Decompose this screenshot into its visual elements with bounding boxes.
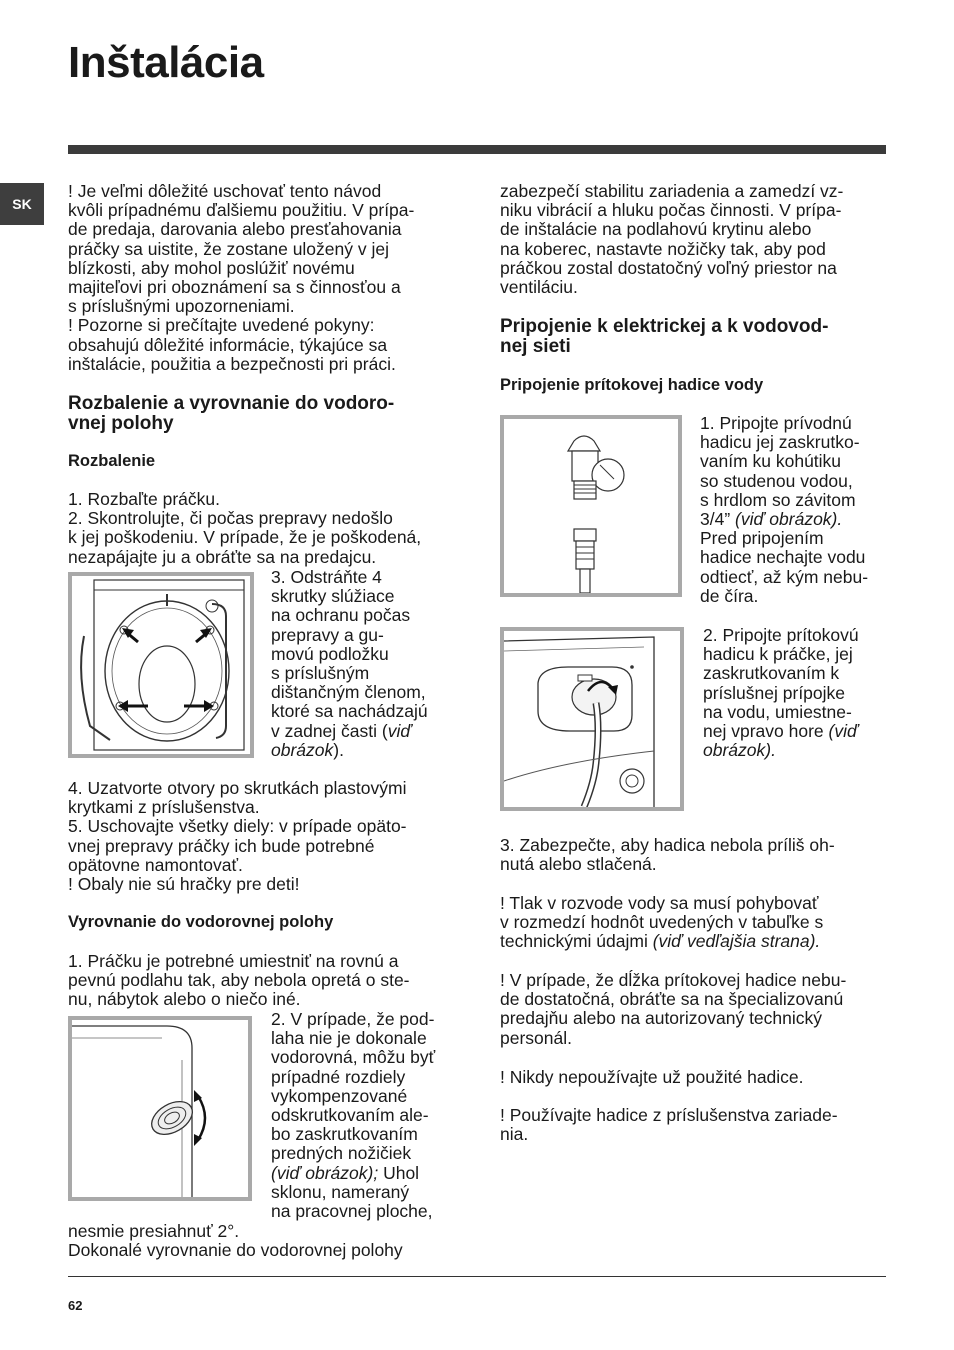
note-pressure-text: ! Tlak v rozvode vody sa musí pohybovať v rozmedzí hodnôt uvedených v tabuľke s technickými údajmi <box>500 893 824 952</box>
unpack-step-3-text: 3. Odstráňte 4 skrutky slúžiace na ochranu počas prepravy a gu- movú podložku s príslušným dištančným členom, ktoré sa nachádzajú v zadnej časti ( <box>271 567 428 741</box>
level-step-1: 1. Práčku je potrebné umiestniť na rovnú a pevnú podlahu tak, aby nebola opretá o ste- nu, nábytok alebo o niečo iné. <box>68 951 410 1010</box>
inlet-step-1-text: 1. Pripojte prívodnú hadicu jej zaskrutko- vaním ku kohútiku so studenou vodou, s hrdlom so závitom 3/4” <box>700 413 860 530</box>
level-step-2-text-b: Uhol sklonu, nameraný na pracovnej ploche, <box>271 1162 433 1222</box>
figure-adjustable-foot <box>68 1016 252 1201</box>
figure-tap-hose <box>500 415 682 597</box>
level-step-2-end: nesmie presiahnuť 2°. Dokonalé vyrovnanie do vodorovnej polohy <box>68 1221 403 1261</box>
note-pressure-ref: (viď vedľajšia strana). <box>652 931 821 952</box>
level-step-2-text: 2. V prípade, že pod- laha nie je dokonale vodorovná, môžu byť prípadné rozdiely vykompenzované odskrutkovaním ale- bo zaskrutkovaním predných nožičiek <box>271 1009 436 1164</box>
unpack-step-3-ref: viď obrázok <box>271 720 412 760</box>
inlet-step-1-text-b: Pred pripojením hadice nechajte vodu odtiecť, až kým nebu- de číra. <box>700 528 869 606</box>
inlet-step-1-ref: (viď obrázok). <box>735 509 843 530</box>
inlet-step-1 <box>700 414 890 606</box>
figure-rear-transport-bolts <box>68 572 254 758</box>
page-title: Inštalácia <box>68 38 264 87</box>
intro-text: ! Je veľmi dôležité uschovať tento návod kvôli prípadnému ďalšiemu použitiu. V prípa- de predaja, darovania alebo presťahovania práčky sa uistite, že zostane uložený v jej blízkosti, aby mohol poslúžiť novému majiteľovi pri oboznámení sa s činnosťou a s príslušnými upozorneniami. ! Pozorne si prečítajte uvedené pokyny: obsahujú dôležité informácie, týkajúce sa inštalácie, použitia a bezpečnosti pri práci. <box>68 181 415 374</box>
level-step-2-ref: (viď obrázok); <box>271 1162 379 1183</box>
level-step-2 <box>271 1010 461 1221</box>
unpack-steps-1-2: 1. Rozbaľte práčku. 2. Skontrolujte, či počas prepravy nedošlo k jej poškodeniu. V prípade, že je poškodená, nezapájajte ju a obráťte sa na predajcu. <box>68 489 422 567</box>
note-hose-length: ! V prípade, že dĺžka prítokovej hadice nebu- de dostatočná, obráťte sa na špecializovanú predajňu alebo na autorizovaný technický personál. <box>500 970 847 1048</box>
footer-divider <box>68 1276 886 1277</box>
inlet-connection-illustration <box>504 631 680 807</box>
tap-and-hose-illustration <box>504 419 678 593</box>
subheading-inlet: Pripojenie prítokovej hadice vody <box>500 376 764 394</box>
washer-rear-illustration <box>72 576 250 754</box>
heading-connect: Pripojenie k elektrickej a k vodovod- nej sieti <box>500 316 829 357</box>
unpack-step-3-end: ). <box>333 739 344 760</box>
figure-inlet-connection <box>500 627 684 811</box>
title-divider <box>68 145 886 154</box>
note-used-hoses: ! Nikdy nepoužívajte už použité hadice. <box>500 1067 804 1087</box>
foot-leveling-illustration <box>72 1020 248 1197</box>
heading-unpack-level: Rozbalenie a vyrovnanie do vodoro- vnej polohy <box>68 393 395 434</box>
inlet-step-2-ref: (viď obrázok). <box>703 721 858 761</box>
language-tab: SK <box>0 183 44 225</box>
page-number: 62 <box>68 1298 83 1313</box>
note-accessory-hoses: ! Používajte hadice z príslušenstva zariade- nia. <box>500 1105 838 1145</box>
subheading-unpack: Rozbalenie <box>68 452 156 470</box>
unpack-steps-4-5: 4. Uzatvorte otvory po skrutkách plastovými krytkami z príslušenstva. 5. Uschovajte všetky diely: v prípade opäto- vnej prepravy práčky ich bude potrebné opätovne namontovať. ! Obaly nie sú hračky pre deti! <box>68 778 407 895</box>
unpack-step-3 <box>271 568 461 760</box>
inlet-step-2 <box>703 626 890 760</box>
inlet-step-3: 3. Zabezpečte, aby hadica nebola príliš oh- nutá alebo stlačená. <box>500 835 835 875</box>
subheading-level: Vyrovnanie do vodorovnej polohy <box>68 913 334 931</box>
level-continuation: zabezpečí stabilitu zariadenia a zamedzí vz- niku vibrácií a hluku počas činnosti. V prípa- de inštalácie na podlahovú krytinu alebo na koberec, nastavte nožičky tak, aby pod práčkou zostal dostatočný voľný priestor na ventiláciu. <box>500 181 844 298</box>
inlet-step-2-text: 2. Pripojte prítokovú hadicu k práčke, jej zaskrutkovaním k príslušnej prípojke na vodu, umiestne- nej vpravo hore <box>703 625 859 742</box>
note-pressure <box>500 894 890 952</box>
